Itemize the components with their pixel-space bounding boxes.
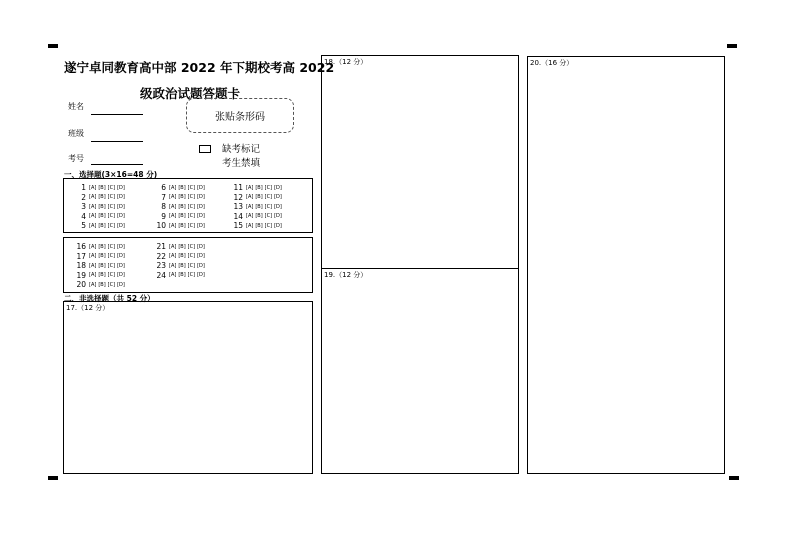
- choice-question: [221, 221, 284, 231]
- answer-bubble[interactable]: [D]: [197, 243, 205, 250]
- question-number: 1: [81, 183, 86, 193]
- answer-bubble[interactable]: [D]: [197, 184, 205, 191]
- answer-bubble[interactable]: [A]: [169, 222, 177, 229]
- answer-bubble[interactable]: [B]: [178, 262, 186, 269]
- answer-bubble[interactable]: [C]: [187, 184, 196, 191]
- choice-question: [64, 183, 127, 193]
- answer-bubble[interactable]: [C]: [264, 184, 273, 191]
- question-number: 2: [81, 192, 86, 202]
- answer-bubble[interactable]: [C]: [187, 272, 196, 279]
- choice-question: [64, 252, 127, 262]
- answer-bubble[interactable]: [D]: [197, 262, 205, 269]
- answer-bubble[interactable]: [B]: [98, 222, 106, 229]
- answer-box-q20[interactable]: [527, 56, 725, 474]
- answer-bubble[interactable]: [D]: [117, 243, 125, 250]
- question-number: 18: [76, 261, 86, 271]
- answer-bubble[interactable]: [D]: [274, 222, 282, 229]
- absent-checkbox[interactable]: [199, 145, 211, 153]
- answer-bubble[interactable]: [A]: [89, 243, 97, 250]
- choice-question: [144, 271, 207, 281]
- answer-bubble[interactable]: [D]: [197, 213, 205, 220]
- choice-question: [144, 212, 207, 222]
- answer-bubble[interactable]: [D]: [197, 203, 205, 210]
- answer-bubble[interactable]: [D]: [117, 272, 125, 279]
- answer-bubble[interactable]: [D]: [274, 184, 282, 191]
- name-field[interactable]: [91, 114, 143, 115]
- answer-bubble[interactable]: [C]: [107, 262, 116, 269]
- answer-bubble[interactable]: [C]: [264, 213, 273, 220]
- answer-bubble[interactable]: [A]: [169, 184, 177, 191]
- answer-bubble[interactable]: [D]: [117, 203, 125, 210]
- answer-bubble[interactable]: [C]: [187, 213, 196, 220]
- question-number: 4: [81, 211, 86, 221]
- answer-box-q17[interactable]: [63, 301, 313, 474]
- answer-bubble[interactable]: [D]: [117, 281, 125, 288]
- question-number: 3: [81, 202, 86, 212]
- answer-bubble[interactable]: [A]: [89, 262, 97, 269]
- answer-bubble[interactable]: [B]: [98, 194, 106, 201]
- choice-question: [144, 193, 207, 203]
- answer-bubble[interactable]: [D]: [197, 272, 205, 279]
- answer-bubble[interactable]: [D]: [117, 262, 125, 269]
- question-number: 8: [161, 202, 166, 212]
- answer-bubble[interactable]: [C]: [264, 222, 273, 229]
- answer-box-q18[interactable]: [321, 55, 519, 269]
- answer-bubble[interactable]: [C]: [107, 243, 116, 250]
- answer-bubble[interactable]: [B]: [178, 213, 186, 220]
- answer-bubble[interactable]: [C]: [107, 222, 116, 229]
- answer-bubble[interactable]: [C]: [107, 184, 116, 191]
- answer-bubble[interactable]: [B]: [255, 213, 263, 220]
- choice-question: [144, 202, 207, 212]
- answer-bubble[interactable]: [B]: [178, 253, 186, 260]
- answer-bubble[interactable]: [C]: [187, 222, 196, 229]
- answer-bubble[interactable]: [C]: [107, 272, 116, 279]
- answer-bubble[interactable]: [D]: [117, 253, 125, 260]
- choice-col-1: [64, 183, 127, 231]
- answer-bubble[interactable]: [C]: [264, 203, 273, 210]
- answer-bubble[interactable]: [A]: [169, 194, 177, 201]
- answer-bubble[interactable]: [A]: [246, 222, 254, 229]
- answer-bubble[interactable]: [C]: [187, 203, 196, 210]
- section-2-title: 二、非选择题（共 52 分）: [64, 294, 155, 303]
- answer-bubble[interactable]: [A]: [89, 203, 97, 210]
- choice-block-1: [63, 178, 313, 233]
- choice-question: [64, 221, 127, 231]
- choice-block-2: [63, 237, 313, 293]
- question-number: 5: [81, 221, 86, 231]
- answer-bubble[interactable]: [B]: [255, 222, 263, 229]
- choice-question: [221, 202, 284, 212]
- answer-bubble[interactable]: [A]: [89, 222, 97, 229]
- answer-bubble[interactable]: [C]: [107, 281, 116, 288]
- page-title-line2: 级政治试题答题卡: [140, 86, 241, 101]
- answer-bubble[interactable]: [B]: [178, 203, 186, 210]
- choice-question: [221, 212, 284, 222]
- choice-col-1: [64, 242, 127, 290]
- answer-bubble[interactable]: [B]: [255, 194, 263, 201]
- question-number: 10: [156, 221, 166, 231]
- answer-bubble[interactable]: [C]: [187, 194, 196, 201]
- answer-bubble[interactable]: [A]: [246, 184, 254, 191]
- answer-bubble[interactable]: [D]: [197, 194, 205, 201]
- choice-question: [221, 193, 284, 203]
- exam-no-field[interactable]: [91, 164, 143, 165]
- answer-bubble[interactable]: [A]: [89, 194, 97, 201]
- answer-bubble[interactable]: [D]: [117, 213, 125, 220]
- q17-label: 17.（12 分）: [66, 304, 110, 312]
- choice-question: [144, 261, 207, 271]
- question-number: 21: [156, 242, 166, 252]
- answer-bubble[interactable]: [C]: [107, 203, 116, 210]
- answer-bubble[interactable]: [C]: [187, 262, 196, 269]
- question-number: 17: [76, 251, 86, 261]
- absent-note: 考生禁填: [222, 158, 261, 169]
- answer-bubble[interactable]: [A]: [169, 213, 177, 220]
- question-number: 11: [233, 183, 243, 193]
- question-number: 7: [161, 192, 166, 202]
- question-number: 16: [76, 242, 86, 252]
- answer-bubble[interactable]: [A]: [246, 194, 254, 201]
- answer-bubble[interactable]: [B]: [98, 203, 106, 210]
- choice-question: [144, 252, 207, 262]
- choice-question: [64, 193, 127, 203]
- choice-col-2: [144, 183, 207, 231]
- answer-bubble[interactable]: [A]: [89, 272, 97, 279]
- class-field[interactable]: [91, 141, 143, 142]
- answer-bubble[interactable]: [B]: [178, 243, 186, 250]
- answer-bubble[interactable]: [A]: [169, 253, 177, 260]
- registration-mark-top-left: [48, 44, 58, 48]
- answer-bubble[interactable]: [D]: [117, 222, 125, 229]
- question-number: 23: [156, 261, 166, 271]
- choice-question: [64, 202, 127, 212]
- barcode-area: [186, 98, 294, 133]
- answer-bubble[interactable]: [A]: [89, 213, 97, 220]
- answer-bubble[interactable]: [C]: [107, 194, 116, 201]
- answer-bubble[interactable]: [A]: [169, 272, 177, 279]
- answer-bubble[interactable]: [A]: [89, 281, 97, 288]
- answer-bubble[interactable]: [A]: [89, 184, 97, 191]
- choice-question: [221, 183, 284, 193]
- answer-bubble[interactable]: [D]: [274, 194, 282, 201]
- question-number: 12: [233, 192, 243, 202]
- choice-question: [64, 212, 127, 222]
- choice-question: [144, 183, 207, 193]
- question-number: 22: [156, 251, 166, 261]
- answer-bubble[interactable]: [A]: [89, 253, 97, 260]
- registration-mark-bottom-right: [729, 476, 739, 480]
- question-number: 13: [233, 202, 243, 212]
- question-number: 14: [233, 211, 243, 221]
- answer-bubble[interactable]: [C]: [187, 253, 196, 260]
- answer-bubble[interactable]: [D]: [117, 184, 125, 191]
- answer-bubble[interactable]: [D]: [117, 194, 125, 201]
- answer-bubble[interactable]: [D]: [197, 253, 205, 260]
- q18-label: 18.（12 分）: [324, 58, 368, 66]
- answer-bubble[interactable]: [C]: [187, 243, 196, 250]
- answer-bubble[interactable]: [B]: [178, 272, 186, 279]
- choice-col-2: [144, 242, 207, 280]
- barcode-label: 张贴条形码: [215, 112, 265, 123]
- section-1-title: 一、选择题(3×16=48 分): [64, 170, 158, 179]
- question-number: 24: [156, 270, 166, 280]
- answer-bubble[interactable]: [C]: [107, 213, 116, 220]
- choice-question: [144, 221, 207, 231]
- answer-bubble[interactable]: [C]: [264, 194, 273, 201]
- answer-bubble[interactable]: [A]: [169, 262, 177, 269]
- answer-bubble[interactable]: [D]: [197, 222, 205, 229]
- answer-bubble[interactable]: [B]: [98, 253, 106, 260]
- answer-bubble[interactable]: [B]: [98, 281, 106, 288]
- answer-bubble[interactable]: [B]: [98, 243, 106, 250]
- answer-bubble[interactable]: [A]: [246, 203, 254, 210]
- choice-question: [64, 261, 127, 271]
- answer-box-q19[interactable]: [321, 268, 519, 474]
- answer-bubble[interactable]: [D]: [274, 203, 282, 210]
- choice-question: [144, 242, 207, 252]
- answer-bubble[interactable]: [A]: [169, 243, 177, 250]
- answer-bubble[interactable]: [B]: [98, 184, 106, 191]
- answer-bubble[interactable]: [B]: [98, 272, 106, 279]
- answer-bubble[interactable]: [D]: [274, 213, 282, 220]
- absent-label: 缺考标记: [222, 144, 261, 155]
- answer-bubble[interactable]: [B]: [178, 184, 186, 191]
- question-number: 20: [76, 280, 86, 290]
- class-label: 班级: [68, 129, 84, 138]
- registration-mark-top-right: [727, 44, 737, 48]
- answer-bubble[interactable]: [A]: [246, 213, 254, 220]
- answer-bubble[interactable]: [B]: [98, 262, 106, 269]
- q19-label: 19.（12 分）: [324, 271, 368, 279]
- q20-label: 20.（16 分）: [530, 59, 574, 67]
- exam-no-label: 考号: [68, 154, 84, 163]
- answer-bubble[interactable]: [B]: [178, 222, 186, 229]
- choice-question: [64, 271, 127, 281]
- answer-bubble[interactable]: [B]: [255, 184, 263, 191]
- answer-bubble[interactable]: [C]: [107, 253, 116, 260]
- answer-bubble[interactable]: [A]: [169, 203, 177, 210]
- question-number: 9: [161, 211, 166, 221]
- choice-col-3: [221, 183, 284, 231]
- name-label: 姓名: [68, 102, 84, 111]
- registration-mark-bottom-left: [48, 476, 58, 480]
- answer-bubble[interactable]: [B]: [98, 213, 106, 220]
- question-number: 15: [233, 221, 243, 231]
- page-title-line1: 遂宁卓同教育高中部 2022 年下期校考高 2022: [64, 60, 335, 75]
- question-number: 19: [76, 270, 86, 280]
- question-number: 6: [161, 183, 166, 193]
- choice-question: [64, 280, 127, 290]
- choice-question: [64, 242, 127, 252]
- answer-bubble[interactable]: [B]: [178, 194, 186, 201]
- answer-bubble[interactable]: [B]: [255, 203, 263, 210]
